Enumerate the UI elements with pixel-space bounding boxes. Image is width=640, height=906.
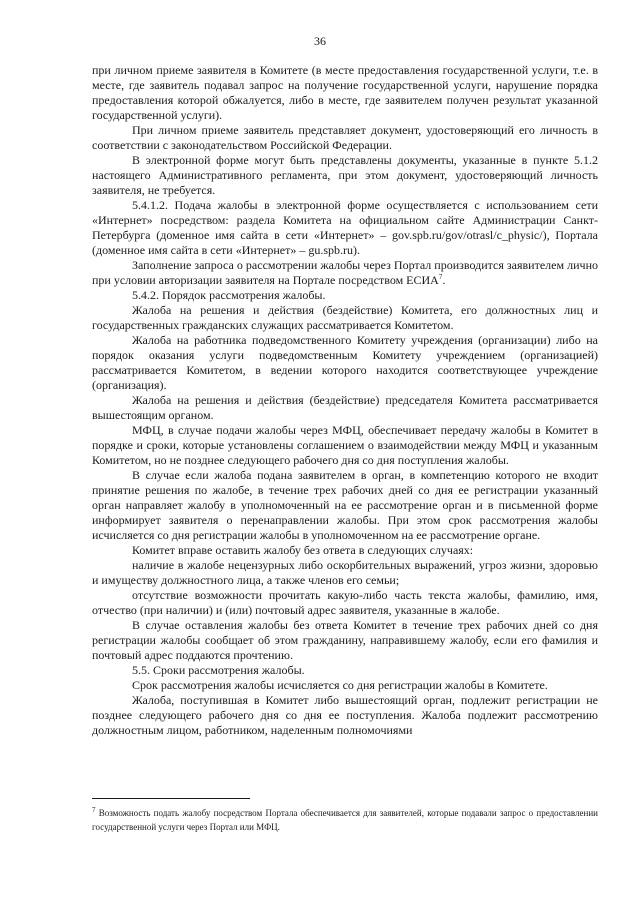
page-number: 36: [314, 34, 326, 48]
list-item: отсутствие возможности прочитать какую-либо часть текста жалобы, фамилию, имя, отчество (при наличии) и (или) почтовый адрес заявителя, указанные в жалобе.: [92, 588, 598, 617]
footnote-text: Возможность подать жалобу посредством Портала обеспечивается для заявителей, которые подавали запрос о предоставлении государственной услуги через Портал или МФЦ.: [92, 808, 598, 832]
paragraph: Жалоба на решения и действия (бездействие) председателя Комитета рассматривается вышестоящим органом.: [92, 393, 598, 422]
paragraph: 5.4.1.2. Подача жалобы в электронной форме осуществляется с использованием сети «Интернет» посредством: раздела Комитета на официальном сайте Администрации Санкт-Петербурга (доменное имя сайта в сети «Интернет» – gov.spb.ru/gov/otrasl/c_physic/), Портала (доменное имя сайта в сети «Интернет» – gu.spb.ru).: [92, 198, 598, 257]
body-text: [92, 63, 598, 738]
paragraph: при личном приеме заявителя в Комитете (в месте предоставления государственной услуги, т.е. в месте, где заявитель подавал запрос на получение государственной услуги, нарушение порядка предоставления которой обжалуется, либо в месте, где заявителем получен результат указанной государственной услуги).: [92, 63, 598, 122]
paragraph: В электронной форме могут быть представлены документы, указанные в пункте 5.1.2 настоящего Административного регламента, при этом документ, удостоверяющий личность заявителя, не требуется.: [92, 153, 598, 197]
footnote-reference: 7: [438, 273, 443, 281]
section-heading: 5.5. Сроки рассмотрения жалобы.: [132, 663, 305, 677]
section-heading: 5.4.2. Порядок рассмотрения жалобы.: [132, 288, 326, 302]
paragraph: Жалоба на работника подведомственного Комитету учреждения (организации) либо на порядок оказания услуги подведомственным Комитету учреждением (организацией) рассматривается Комитетом, в ведении которого находится соответствующее учреждение (организация).: [92, 333, 598, 392]
paragraph: МФЦ, в случае подачи жалобы через МФЦ, обеспечивает передачу жалобы в Комитет в порядке и сроки, которые установлены соглашением о взаимодействии между МФЦ и указанным Комитетом, но не позднее следующего рабочего дня со дня поступления жалобы.: [92, 423, 598, 467]
paragraph: В случае если жалоба подана заявителем в орган, в компетенцию которого не входит принятие решения по жалобе, в течение трех рабочих дней со дня ее регистрации указанный орган направляет жалобу в уполномоченный на ее рассмотрение орган и в письменной форме информирует заявителя о перенаправлении жалобы. При этом срок рассмотрения жалобы исчисляется со дня регистрации жалобы в уполномоченном на ее рассмотрение органе.: [92, 468, 598, 542]
paragraph-with-footnote-ref: [92, 258, 598, 288]
paragraph: При личном приеме заявитель представляет документ, удостоверяющий его личность в соответствии с законодательством Российской Федерации.: [92, 123, 598, 152]
paragraph-text-end: .: [442, 273, 446, 287]
paragraph: Срок рассмотрения жалобы исчисляется со дня регистрации жалобы в Комитете.: [132, 678, 548, 692]
footnote-divider: [92, 798, 250, 799]
paragraph: В случае оставления жалобы без ответа Комитет в течение трех рабочих дней со дня регистрации жалобы сообщает об этом гражданину, направившему жалобу, если его фамилия и почтовый адрес поддаются прочтению.: [92, 618, 598, 662]
footnote-marker: 7: [92, 806, 96, 814]
list-item: наличие в жалобе нецензурных либо оскорбительных выражений, угроз жизни, здоровью и имуществу должностного лица, а также членов его семьи;: [92, 558, 598, 587]
paragraph: Жалоба на решения и действия (бездействие) Комитета, его должностных лиц и государственных гражданских служащих рассматривается Комитетом.: [92, 303, 598, 332]
footnote: [92, 806, 598, 834]
paragraph-text: Заполнение запроса о рассмотрении жалобы через Портал производится заявителем лично при условии авторизации заявителя на Портале посредством ЕСИА: [92, 258, 598, 287]
paragraph: Комитет вправе оставить жалобу без ответа в следующих случаях:: [132, 543, 474, 557]
paragraph: Жалоба, поступившая в Комитет либо вышестоящий орган, подлежит регистрации не позднее следующего рабочего дня со дня ее поступления. Жалоба подлежит рассмотрению должностным лицом, работником, наделенным полномочиями: [92, 693, 598, 737]
